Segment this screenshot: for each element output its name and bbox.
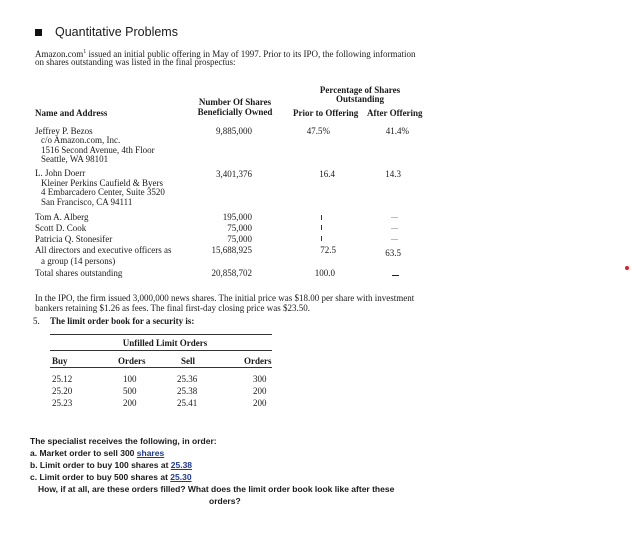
shares-owned: 9,885,000 <box>216 126 252 136</box>
col-sell-orders: Orders <box>244 356 272 366</box>
shares-owned: 195,000 <box>222 212 252 222</box>
book-cell: 25.20 <box>52 386 73 396</box>
problem-number: 5. <box>33 316 40 326</box>
pct-header-1: Percentage of Shares <box>319 85 401 95</box>
col-buy: Buy <box>52 356 68 366</box>
shares-header-2: Beneficially Owned <box>197 107 273 117</box>
book-cell: 300 <box>253 374 267 384</box>
question-line-1: How, if at all, are these orders filled? What does the limit order book look like after these <box>38 484 395 494</box>
book-cell: 200 <box>253 398 267 408</box>
intro-line-2: on shares outstanding was listed in the final prospectus: <box>35 57 236 67</box>
nil-dash <box>391 239 398 240</box>
holder-name: L. John Doerr <box>35 168 86 178</box>
pct-prior: 16.4 <box>319 169 335 179</box>
order-c-link[interactable]: 25.30 <box>170 472 192 482</box>
nil-dash <box>391 228 398 229</box>
problem-prompt: The limit order book for a security is: <box>50 316 195 326</box>
book-rule-mid <box>50 350 272 351</box>
holder-name: Scott D. Cook <box>35 223 87 233</box>
book-cell: 25.41 <box>177 398 198 408</box>
specialist-intro: The specialist receives the following, in order: <box>30 436 217 446</box>
shares-owned: 15,688,925 <box>211 245 252 255</box>
nil-marker <box>321 215 322 220</box>
holder-name: Tom A. Alberg <box>35 212 89 222</box>
book-rule-header <box>50 367 272 368</box>
intro-text: issued an initial public offering in May of 1997. Prior to its IPO, the following information <box>86 49 416 59</box>
order-b-link[interactable]: 25.38 <box>170 460 193 470</box>
intro-company: Amazon.com <box>35 49 84 59</box>
nil-marker <box>321 236 322 241</box>
book-cell: 200 <box>123 398 137 408</box>
question-line-2: orders? <box>209 496 241 506</box>
shares-header-1: Number Of Shares <box>198 97 272 107</box>
shares-owned: 75,000 <box>227 223 252 233</box>
pct-after: 41.4% <box>385 126 409 136</box>
pct-prior: 47.5% <box>306 126 330 136</box>
order-a-link[interactable]: shares <box>136 448 165 458</box>
book-cell: 25.38 <box>177 386 198 396</box>
order-b-text: b. Limit order to buy 100 shares at <box>30 460 171 470</box>
nil-dash <box>391 217 398 218</box>
after-header: After Offering <box>367 108 423 118</box>
order-c-text: c. Limit order to buy 500 shares at <box>30 472 171 482</box>
pct-after: 14.3 <box>385 169 401 179</box>
book-cell: 500 <box>123 386 137 396</box>
holder-address: Kleiner Perkins Caufield & Byers <box>41 178 163 188</box>
book-title: Unfilled Limit Orders <box>122 338 208 348</box>
holder-address: Seattle, WA 98101 <box>41 154 109 164</box>
book-cell: 200 <box>253 386 267 396</box>
shares-owned: 3,401,376 <box>216 169 252 179</box>
col-buy-orders: Orders <box>118 356 146 366</box>
shares-owned: 75,000 <box>227 234 252 244</box>
pct-prior: 72.5 <box>320 245 336 255</box>
book-cell: 25.12 <box>52 374 73 384</box>
book-cell: 25.23 <box>52 398 73 408</box>
ipo-line-1: In the IPO, the firm issued 3,000,000 news shares. The initial price was $18.00 per share with investment <box>35 293 415 303</box>
holder-address: a group (14 persons) <box>41 256 116 266</box>
holder-name: Jeffrey P. Bezos <box>35 126 93 136</box>
page-title: Quantitative Problems <box>55 25 178 39</box>
book-rule-top <box>50 334 272 335</box>
order-b <box>30 460 192 471</box>
pct-header-2: Outstanding <box>335 94 385 104</box>
shares-owned: 20,858,702 <box>211 268 252 278</box>
order-c <box>30 472 192 483</box>
nil-dash <box>392 275 399 276</box>
col-sell: Sell <box>181 356 196 366</box>
order-a <box>30 448 164 459</box>
holder-address: 4 Embarcadero Center, Suite 3520 <box>41 187 165 197</box>
name-header: Name and Address <box>35 108 108 118</box>
order-a-text: a. Market order to sell 300 <box>30 448 137 458</box>
holder-name: All directors and executive officers as <box>35 245 172 255</box>
holder-name: Patricia Q. Stonesifer <box>35 234 113 244</box>
pct-prior: 100.0 <box>314 268 335 278</box>
pct-after: 63.5 <box>385 248 401 258</box>
prior-header: Prior to Offering <box>293 108 359 118</box>
red-dot-marker <box>625 266 629 270</box>
ipo-line-2: bankers retaining $1.26 as fees. The final first-day closing price was $23.50. <box>35 303 311 313</box>
holder-address: San Francisco, CA 94111 <box>41 197 133 207</box>
holder-name: Total shares outstanding <box>35 268 123 278</box>
nil-marker <box>321 225 322 230</box>
book-cell: 25.36 <box>177 374 198 384</box>
book-cell: 100 <box>123 374 137 384</box>
footnote-marker: 1 <box>83 49 87 55</box>
holder-address: 1516 Second Avenue, 4th Floor <box>41 145 155 155</box>
holder-address: c/o Amazon.com, Inc. <box>41 135 121 145</box>
heading-bullet <box>35 29 42 36</box>
